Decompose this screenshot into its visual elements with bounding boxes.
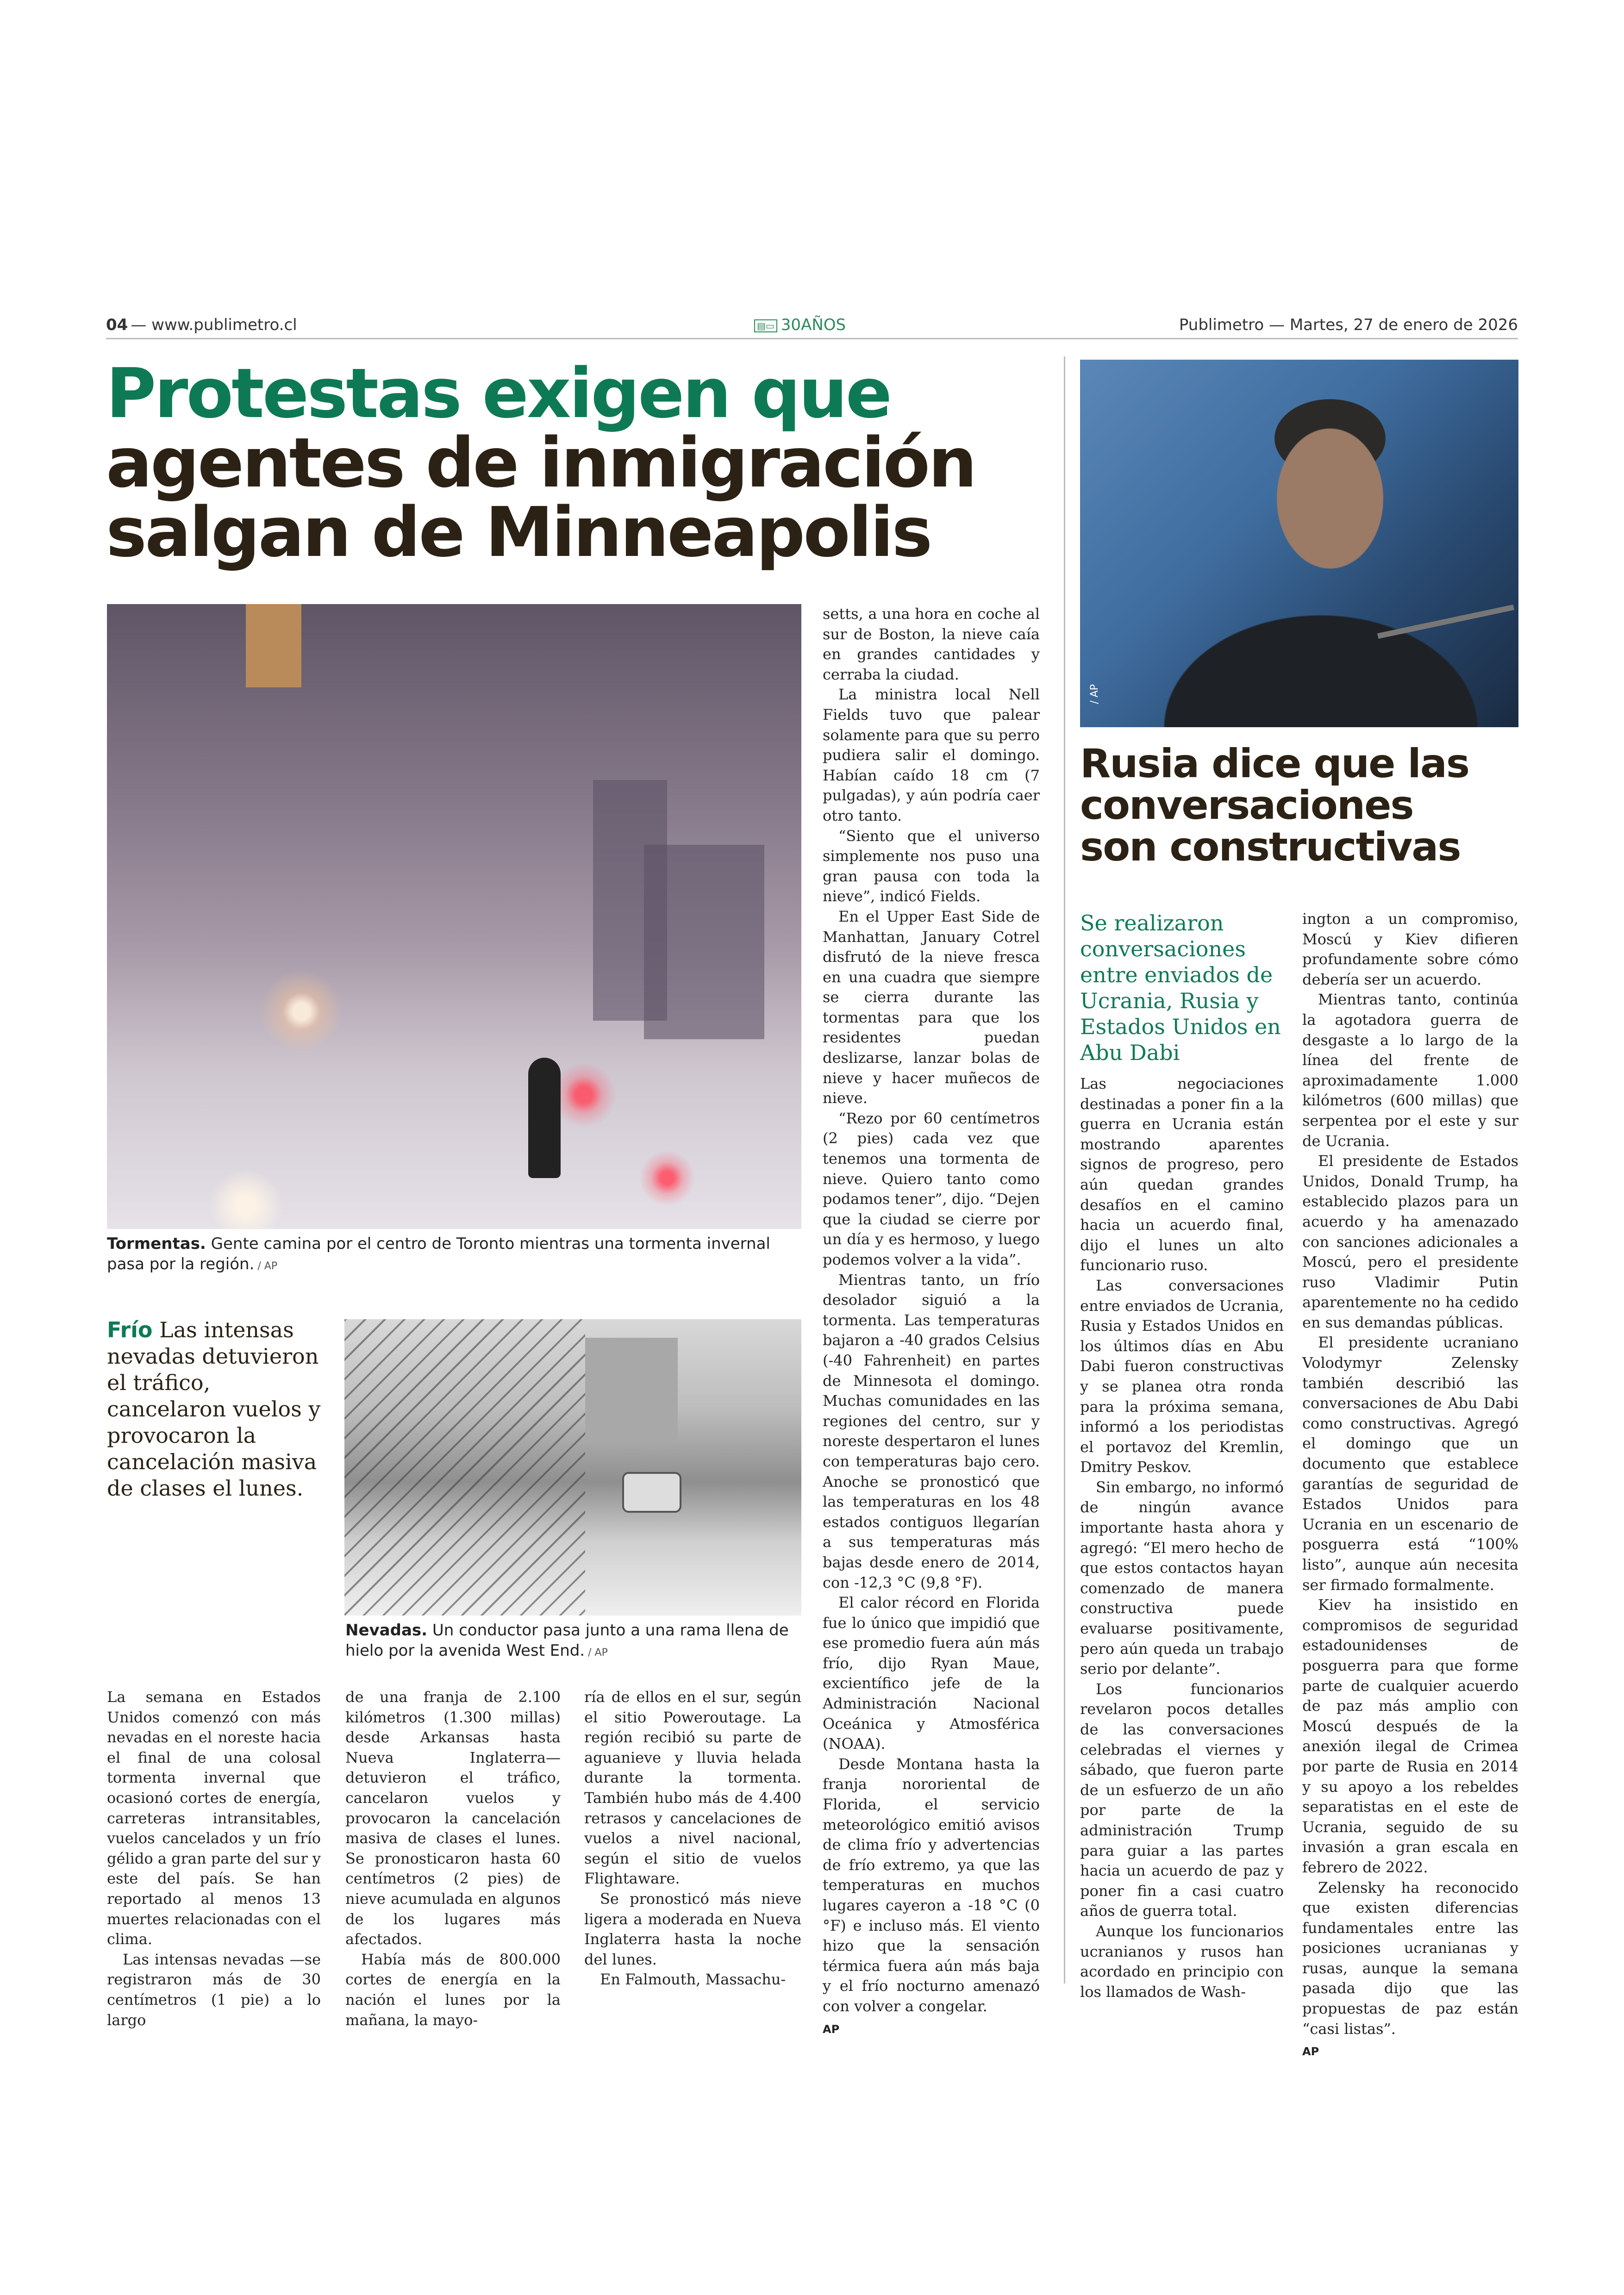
paragraph: La semana en Estados Unidos comenzó con más nevadas en el noreste hacia el final de una colosal tormenta invernal que ocasionó cortes de energía, carreteras intransitables, vuelos cancelados y un frío gélido a gran parte del sur y este del país. Se han reportado al menos 13 muertes relacionadas con el clima. (107, 1688, 321, 1948)
paragraph: Los funcionarios revelaron pocos detalles de las conversaciones celebradas el viernes y sábado, que fueron parte de un esfuerzo de un año por parte de la administración Trump para guiar a las partes hacia un acuerdo de paz y poner fin a casi cuatro años de guerra total. (1080, 1680, 1284, 1920)
photo2-caption-label: Nevadas. (345, 1621, 428, 1640)
paragraph: Las intensas nevadas —se registraron más de 30 centímetros (1 pie) a lo largo (107, 1950, 321, 2029)
building-shape (585, 1338, 678, 1440)
anniversary-number: 30 (781, 316, 801, 334)
paragraph: El presidente de Estados Unidos, Donald Trump, ha establecido plazos para un acuerdo y ha amenazado con sanciones adicionales a Moscú, pero el presidente ruso Vladimir Putin aparentemente no ha cedido en sus demandas públicas. (1302, 1152, 1518, 1331)
paragraph: El presidente ucraniano Volodymyr Zelensky también describió las conversaciones de Abu Dabi como constructivas. Agregó el domingo que un documento que establece garantías de seguridad de Estados Unidos para Ucrania en un escenario de posguerra está “100% listo”, aunque aún necesita ser firmado formalmente. (1302, 1334, 1518, 1594)
page-number: 04 (106, 316, 128, 334)
side-column-2 (1302, 909, 1518, 2062)
site-url[interactable]: — www.publimetro.cl (131, 316, 297, 334)
paragraph: de una franja de 2.100 kilómetros (1.300 millas) desde Arkansas hasta Nueva Inglaterra— detuvieron el tráfico, cancelaron vuelos y provocaron la cancelación masiva de clases el lunes. Se pronosticaron hasta 60 centímetros (2 pies) de nieve acumulada en algunos de los lugares más afectados. (345, 1688, 561, 1948)
paragraph: En el Upper East Side de Manhattan, January Cotrel disfrutó de la nieve fresca en una cuadra que siempre se cierra durante las tormentas para que los residentes puedan deslizarse, lanzar bolas de nieve y hacer muñecos de nieve. (823, 907, 1040, 1107)
paragraph: Había más de 800.000 cortes de energía en la nación el lunes por la mañana, la mayo- (345, 1950, 561, 2029)
car-shape (622, 1472, 681, 1513)
frio-text: Las intensas nevadas detuvieron el tráfico, cancelaron vuelos y provocaron la cancelación masiva de clases el lunes. (107, 1317, 321, 1501)
paragraph: En Falmouth, Massachu- (600, 1971, 786, 1989)
main-headline (106, 354, 1032, 572)
paragraph: “Siento que el universo simplemente nos puso una gran pausa con toda la nieve”, indicó Fields. (823, 827, 1040, 905)
paragraph: Se pronosticó más nieve ligera a moderada en Nueva Inglaterra hasta la noche del lunes. (584, 1890, 801, 1968)
frio-summary (107, 1317, 325, 1502)
paragraph: Mientras tanto, continúa la agotadora guerra de desgaste a lo largo de la línea del frente de aproximadamente 1.000 kilómetros (600 millas) que serpentea por el este y sur de Ucrania. (1302, 991, 1518, 1150)
paragraph: Las negociaciones destinadas a poner fin a la guerra en Ucrania están mostrando aparentes signos de progreso, pero aún quedan grandes desafíos en el camino hacia un acuerdo final, dijo el lunes un alto funcionario ruso. (1080, 1075, 1284, 1274)
main-column-3 (584, 1687, 801, 1990)
side-dek: Se realizaron conversaciones entre enviados de Ucrania, Rusia y Estados Unidos en Abu Dabi (1080, 911, 1281, 1065)
side-headline-line-2: conversaciones (1080, 782, 1413, 829)
headline-line-3: salgan de Minneapolis (106, 493, 931, 572)
side-headline-line-3: son constructivas (1080, 824, 1461, 870)
main-column-1 (107, 1687, 321, 2030)
paragraph: ington a un compromiso, Moscú y Kiev difieren profundamente sobre cómo debería ser un acuerdo. (1302, 910, 1518, 988)
microphone-shape (1377, 605, 1514, 639)
column-divider (1064, 356, 1065, 1983)
toronto-storm-photo (107, 604, 801, 1229)
paragraph: Aunque los funcionarios ucranianos y rusos han acordado en principio con los llamados de Wash- (1080, 1922, 1284, 2001)
icy-street-photo (344, 1319, 801, 1615)
frio-label: Frío (107, 1317, 153, 1342)
anniversary-badge (754, 316, 846, 334)
paragraph: Las conversaciones entre enviados de Ucrania, Rusia y Estados Unidos en los últimos días en Abu Dabi fueron constructivas y se planea otra ronda para la próxima semana, informó a los periodistas el portavoz del Kremlin, Dmitry Peskov. (1080, 1276, 1284, 1476)
paragraph: La ministra local Nell Fields tuvo que palear solamente para que su perro pudiera salir el domingo. Habían caído 18 cm (7 pulgadas), y aún podría caer otro tanto. (823, 686, 1040, 824)
zelensky-photo (1080, 360, 1518, 727)
pedestrian-figure (528, 1058, 561, 1178)
headline-line-2: agentes de inmigración (106, 423, 975, 503)
paragraph: Sin embargo, no informó de ningún avance importante hasta ahora y agregó: “El mero hecho de que estos contactos hayan comenzado de manera constructiva puede evaluarse positivamente, pero aún queda un trabajo serio por delante”. (1080, 1478, 1284, 1678)
photo1-caption-text: Gente camina por el centro de Toronto mientras una tormenta invernal pasa por la región. (107, 1235, 770, 1273)
zelensky-photo-credit: / AP (1088, 684, 1100, 704)
photo2-credit: / AP (585, 1647, 608, 1659)
side-story-credit: AP (1302, 2045, 1319, 2058)
photo1-caption (107, 1234, 801, 1277)
page-header (106, 316, 1518, 339)
paragraph: setts, a una hora en coche al sur de Boston, la nieve caía en grandes cantidades y cerraba la ciudad. (823, 605, 1040, 683)
publimetro-logo-icon: ▤▭ (754, 319, 777, 332)
side-headline-line-1: Rusia dice que las (1080, 741, 1469, 787)
anniversary-text: AÑOS (801, 316, 846, 334)
paragraph: Kiev ha insistido en compromisos de seguridad estadounidenses de posguerra para que forme parte de cualquier acuerdo de paz más amplio con Moscú después de la anexión ilegal de Crimea por parte de Rusia en 2014 y su apoyo a los rebeldes separatistas en el este de Ucrania, seguido de su invasión a gran escala en febrero de 2022. (1302, 1596, 1518, 1876)
side-column-1 (1080, 1074, 1284, 2002)
side-headline (1080, 743, 1518, 868)
main-story-credit: AP (823, 2022, 840, 2036)
headline-line-1: Protestas exigen que (106, 354, 891, 433)
traffic-light-icon (246, 604, 301, 687)
photo1-credit: / AP (254, 1260, 278, 1272)
photo2-caption (345, 1620, 801, 1663)
paragraph: Desde Montana hasta la franja nororiental de Florida, el servicio meteorológico emitió avisos de clima frío y advertencias de frío extremo, ya que las temperaturas en muchos lugares cayeron a -18 °C (0 °F) e incluso más. El viento hizo que la sensación térmica fuera aún más baja y el frío nocturno amenazó con volver a congelar. (823, 1755, 1040, 2015)
paragraph: El calor récord en Florida fue lo único que impidió que ese promedio fuera aún más frío, dijo Ryan Maue, excientífico jefe de la Administración Nacional Oceánica y Atmosférica (NOAA). (823, 1594, 1040, 1753)
paragraph: Zelensky ha reconocido que existen diferencias fundamentales entre las posiciones ucranianas y rusas, aunque la semana pasada dijo que las propuestas de paz están “casi listas”. (1302, 1878, 1518, 2038)
photo2-caption-text: Un conductor pasa junto a una rama llena de hielo por la avenida West End. (345, 1621, 789, 1660)
folio (106, 316, 297, 334)
paragraph: Mientras tanto, un frío desolador siguió a la tormenta. Las temperaturas bajaron a -40 grados Celsius (-40 Fahrenheit) en partes de Minnesota el domingo. Muchas comunidades en las regiones del centro, sur y noreste despertaron el lunes con temperaturas bajo cero. Anoche se pronosticó que las temperaturas en los 48 estados contiguos llegarían a sus temperaturas más bajas desde enero de 2014, con -12,3 °C (9,8 °F). (823, 1271, 1040, 1591)
ice-branch-shape (344, 1319, 585, 1615)
photo1-caption-label: Tormentas. (107, 1235, 206, 1253)
paragraph: “Rezo por 60 centímetros (2 pies) cada vez que tenemos una tormenta de nieve. Quiero tanto como podamos tener”, dijo. “Dejen que la ciudad se cierre por un día y es hermoso, y luego podemos volver a la vida”. (823, 1109, 1040, 1268)
main-column-2 (345, 1687, 561, 2030)
date-line: Publimetro — Martes, 27 de enero de 2026 (1179, 316, 1518, 334)
main-column-4 (823, 604, 1040, 2039)
paragraph: ría de ellos en el sur, según el sitio Poweroutage. La región recibió su parte de aguanieve y lluvia helada durante la tormenta. También hubo más de 4.400 retrasos y cancelaciones de vuelos a nivel nacional, según el sitio de vuelos Flightaware. (584, 1688, 801, 1888)
